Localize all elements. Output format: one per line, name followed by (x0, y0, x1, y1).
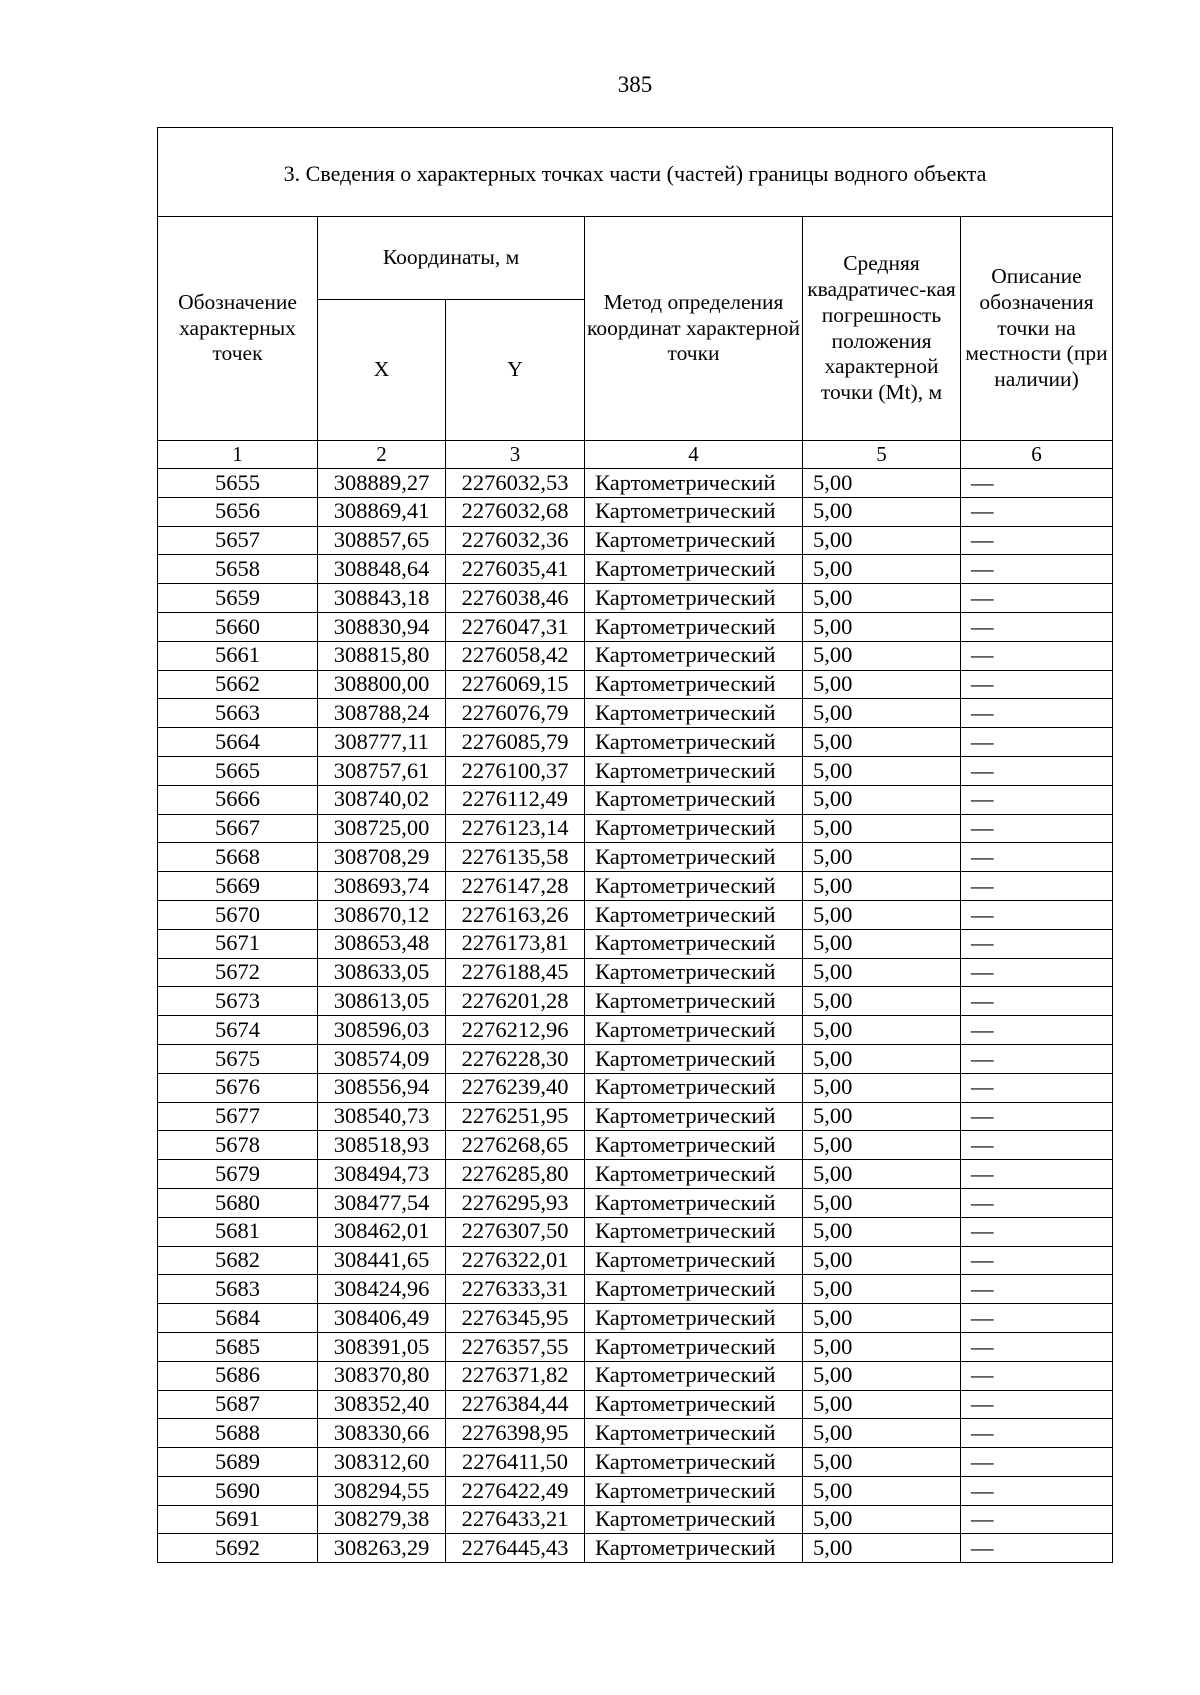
point-id-cell: 5675 (158, 1044, 318, 1073)
mean-error-cell: 5,00 (803, 987, 961, 1016)
point-id-cell: 5689 (158, 1448, 318, 1477)
description-cell: — (961, 958, 1113, 987)
y-coordinate-cell: 2276239,40 (446, 1073, 585, 1102)
method-cell: Картометрический (585, 1016, 803, 1045)
description-cell: — (961, 1448, 1113, 1477)
table-row (158, 1534, 1113, 1563)
boundary-points-table (157, 127, 1113, 1563)
point-id-cell: 5659 (158, 584, 318, 613)
x-coordinate-cell: 308596,03 (318, 1016, 446, 1045)
mean-error-cell: 5,00 (803, 1534, 961, 1563)
description-cell: — (961, 785, 1113, 814)
table-row (158, 641, 1113, 670)
x-coordinate-cell: 308370,80 (318, 1361, 446, 1390)
header-y: Y (446, 300, 585, 441)
y-coordinate-cell: 2276112,49 (446, 785, 585, 814)
method-cell: Картометрический (585, 785, 803, 814)
point-id-cell: 5685 (158, 1332, 318, 1361)
table-row (158, 814, 1113, 843)
method-cell: Картометрический (585, 843, 803, 872)
mean-error-cell: 5,00 (803, 1390, 961, 1419)
table-row (158, 699, 1113, 728)
point-id-cell: 5655 (158, 469, 318, 498)
y-coordinate-cell: 2276076,79 (446, 699, 585, 728)
y-coordinate-cell: 2276307,50 (446, 1217, 585, 1246)
table-row (158, 469, 1113, 498)
x-coordinate-cell: 308477,54 (318, 1188, 446, 1217)
y-coordinate-cell: 2276422,49 (446, 1476, 585, 1505)
method-cell: Картометрический (585, 641, 803, 670)
x-coordinate-cell: 308815,80 (318, 641, 446, 670)
mean-error-cell: 5,00 (803, 1188, 961, 1217)
x-coordinate-cell: 308788,24 (318, 699, 446, 728)
description-cell: — (961, 843, 1113, 872)
method-cell: Картометрический (585, 670, 803, 699)
mean-error-cell: 5,00 (803, 1448, 961, 1477)
table-row (158, 900, 1113, 929)
header-method: Метод определения координат характерной точки (585, 217, 803, 441)
table-row (158, 584, 1113, 613)
method-cell: Картометрический (585, 1534, 803, 1563)
method-cell: Картометрический (585, 469, 803, 498)
mean-error-cell: 5,00 (803, 555, 961, 584)
table-row (158, 555, 1113, 584)
description-cell: — (961, 987, 1113, 1016)
mean-error-cell: 5,00 (803, 1361, 961, 1390)
description-cell: — (961, 756, 1113, 785)
method-cell: Картометрический (585, 1246, 803, 1275)
table-row (158, 1102, 1113, 1131)
table-row (158, 526, 1113, 555)
x-coordinate-cell: 308725,00 (318, 814, 446, 843)
y-coordinate-cell: 2276058,42 (446, 641, 585, 670)
method-cell: Картометрический (585, 1102, 803, 1131)
table-row (158, 1188, 1113, 1217)
table-row (158, 756, 1113, 785)
description-cell: — (961, 497, 1113, 526)
point-id-cell: 5688 (158, 1419, 318, 1448)
x-coordinate-cell: 308800,00 (318, 670, 446, 699)
x-coordinate-cell: 308294,55 (318, 1476, 446, 1505)
y-coordinate-cell: 2276173,81 (446, 929, 585, 958)
description-cell: — (961, 612, 1113, 641)
description-cell: — (961, 1505, 1113, 1534)
y-coordinate-cell: 2276123,14 (446, 814, 585, 843)
description-cell: — (961, 1361, 1113, 1390)
header-coordinates: Координаты, м (318, 217, 585, 300)
x-coordinate-cell: 308540,73 (318, 1102, 446, 1131)
mean-error-cell: 5,00 (803, 785, 961, 814)
description-cell: — (961, 1016, 1113, 1045)
mean-error-cell: 5,00 (803, 843, 961, 872)
description-cell: — (961, 1476, 1113, 1505)
point-id-cell: 5676 (158, 1073, 318, 1102)
method-cell: Картометрический (585, 526, 803, 555)
description-cell: — (961, 1188, 1113, 1217)
x-coordinate-cell: 308693,74 (318, 872, 446, 901)
x-coordinate-cell: 308633,05 (318, 958, 446, 987)
point-id-cell: 5668 (158, 843, 318, 872)
point-id-cell: 5657 (158, 526, 318, 555)
method-cell: Картометрический (585, 814, 803, 843)
y-coordinate-cell: 2276035,41 (446, 555, 585, 584)
description-cell: — (961, 1073, 1113, 1102)
description-cell: — (961, 1131, 1113, 1160)
mean-error-cell: 5,00 (803, 1016, 961, 1045)
column-number-row (158, 441, 1113, 469)
mean-error-cell: 5,00 (803, 756, 961, 785)
mean-error-cell: 5,00 (803, 900, 961, 929)
x-coordinate-cell: 308653,48 (318, 929, 446, 958)
point-id-cell: 5683 (158, 1275, 318, 1304)
mean-error-cell: 5,00 (803, 641, 961, 670)
mean-error-cell: 5,00 (803, 469, 961, 498)
point-id-cell: 5671 (158, 929, 318, 958)
description-cell: — (961, 900, 1113, 929)
method-cell: Картометрический (585, 699, 803, 728)
point-id-cell: 5666 (158, 785, 318, 814)
method-cell: Картометрический (585, 1332, 803, 1361)
mean-error-cell: 5,00 (803, 612, 961, 641)
table-row (158, 1476, 1113, 1505)
point-id-cell: 5682 (158, 1246, 318, 1275)
y-coordinate-cell: 2276371,82 (446, 1361, 585, 1390)
mean-error-cell: 5,00 (803, 1505, 961, 1534)
method-cell: Картометрический (585, 1131, 803, 1160)
point-id-cell: 5662 (158, 670, 318, 699)
table-row (158, 670, 1113, 699)
table-row (158, 1016, 1113, 1045)
x-coordinate-cell: 308857,65 (318, 526, 446, 555)
mean-error-cell: 5,00 (803, 1217, 961, 1246)
column-number: 1 (158, 441, 318, 469)
method-cell: Картометрический (585, 1304, 803, 1333)
description-cell: — (961, 699, 1113, 728)
point-id-cell: 5691 (158, 1505, 318, 1534)
y-coordinate-cell: 2276032,68 (446, 497, 585, 526)
x-coordinate-cell: 308777,11 (318, 728, 446, 757)
method-cell: Картометрический (585, 1188, 803, 1217)
point-id-cell: 5678 (158, 1131, 318, 1160)
table-row (158, 987, 1113, 1016)
table-row (158, 1131, 1113, 1160)
x-coordinate-cell: 308406,49 (318, 1304, 446, 1333)
table-row (158, 1448, 1113, 1477)
method-cell: Картометрический (585, 1275, 803, 1304)
method-cell: Картометрический (585, 1505, 803, 1534)
y-coordinate-cell: 2276135,58 (446, 843, 585, 872)
table-row (158, 1073, 1113, 1102)
method-cell: Картометрический (585, 1476, 803, 1505)
method-cell: Картометрический (585, 1217, 803, 1246)
y-coordinate-cell: 2276295,93 (446, 1188, 585, 1217)
x-coordinate-cell: 308330,66 (318, 1419, 446, 1448)
point-id-cell: 5658 (158, 555, 318, 584)
point-id-cell: 5665 (158, 756, 318, 785)
description-cell: — (961, 469, 1113, 498)
point-id-cell: 5656 (158, 497, 318, 526)
table-row (158, 1275, 1113, 1304)
mean-error-cell: 5,00 (803, 497, 961, 526)
y-coordinate-cell: 2276038,46 (446, 584, 585, 613)
table-row (158, 1304, 1113, 1333)
method-cell: Картометрический (585, 497, 803, 526)
mean-error-cell: 5,00 (803, 1419, 961, 1448)
column-number: 5 (803, 441, 961, 469)
x-coordinate-cell: 308263,29 (318, 1534, 446, 1563)
y-coordinate-cell: 2276147,28 (446, 872, 585, 901)
y-coordinate-cell: 2276032,53 (446, 469, 585, 498)
x-coordinate-cell: 308848,64 (318, 555, 446, 584)
method-cell: Картометрический (585, 1361, 803, 1390)
point-id-cell: 5673 (158, 987, 318, 1016)
description-cell: — (961, 1044, 1113, 1073)
table-row (158, 497, 1113, 526)
x-coordinate-cell: 308494,73 (318, 1160, 446, 1189)
description-cell: — (961, 1217, 1113, 1246)
table-row (158, 1246, 1113, 1275)
mean-error-cell: 5,00 (803, 1131, 961, 1160)
x-coordinate-cell: 308556,94 (318, 1073, 446, 1102)
x-coordinate-cell: 308518,93 (318, 1131, 446, 1160)
point-id-cell: 5686 (158, 1361, 318, 1390)
mean-error-cell: 5,00 (803, 814, 961, 843)
column-number: 3 (446, 441, 585, 469)
point-id-cell: 5663 (158, 699, 318, 728)
method-cell: Картометрический (585, 900, 803, 929)
point-id-cell: 5681 (158, 1217, 318, 1246)
x-coordinate-cell: 308740,02 (318, 785, 446, 814)
y-coordinate-cell: 2276188,45 (446, 958, 585, 987)
boundary-points-table-frame (157, 127, 1112, 1563)
column-number: 4 (585, 441, 803, 469)
description-cell: — (961, 526, 1113, 555)
method-cell: Картометрический (585, 1044, 803, 1073)
y-coordinate-cell: 2276212,96 (446, 1016, 585, 1045)
point-id-cell: 5692 (158, 1534, 318, 1563)
y-coordinate-cell: 2276251,95 (446, 1102, 585, 1131)
mean-error-cell: 5,00 (803, 1160, 961, 1189)
y-coordinate-cell: 2276268,65 (446, 1131, 585, 1160)
table-row (158, 958, 1113, 987)
x-coordinate-cell: 308757,61 (318, 756, 446, 785)
y-coordinate-cell: 2276285,80 (446, 1160, 585, 1189)
x-coordinate-cell: 308462,01 (318, 1217, 446, 1246)
point-id-cell: 5660 (158, 612, 318, 641)
y-coordinate-cell: 2276445,43 (446, 1534, 585, 1563)
method-cell: Картометрический (585, 1390, 803, 1419)
mean-error-cell: 5,00 (803, 699, 961, 728)
method-cell: Картометрический (585, 1073, 803, 1102)
method-cell: Картометрический (585, 929, 803, 958)
y-coordinate-cell: 2276085,79 (446, 728, 585, 757)
mean-error-cell: 5,00 (803, 1073, 961, 1102)
table-row (158, 1390, 1113, 1419)
description-cell: — (961, 1246, 1113, 1275)
table-row (158, 872, 1113, 901)
point-id-cell: 5684 (158, 1304, 318, 1333)
y-coordinate-cell: 2276163,26 (446, 900, 585, 929)
x-coordinate-cell: 308670,12 (318, 900, 446, 929)
y-coordinate-cell: 2276322,01 (446, 1246, 585, 1275)
y-coordinate-cell: 2276384,44 (446, 1390, 585, 1419)
mean-error-cell: 5,00 (803, 670, 961, 699)
point-id-cell: 5680 (158, 1188, 318, 1217)
method-cell: Картометрический (585, 1448, 803, 1477)
point-id-cell: 5672 (158, 958, 318, 987)
description-cell: — (961, 584, 1113, 613)
x-coordinate-cell: 308279,38 (318, 1505, 446, 1534)
mean-error-cell: 5,00 (803, 728, 961, 757)
x-coordinate-cell: 308843,18 (318, 584, 446, 613)
description-cell: — (961, 1160, 1113, 1189)
x-coordinate-cell: 308441,65 (318, 1246, 446, 1275)
description-cell: — (961, 1102, 1113, 1131)
y-coordinate-cell: 2276032,36 (446, 526, 585, 555)
x-coordinate-cell: 308869,41 (318, 497, 446, 526)
table-title: 3. Сведения о характерных точках части (частей) границы водного объекта (158, 128, 1113, 217)
point-id-cell: 5687 (158, 1390, 318, 1419)
description-cell: — (961, 1275, 1113, 1304)
header-point-designation: Обозначение характерных точек (158, 217, 318, 441)
description-cell: — (961, 1390, 1113, 1419)
table-row (158, 1160, 1113, 1189)
y-coordinate-cell: 2276333,31 (446, 1275, 585, 1304)
description-cell: — (961, 641, 1113, 670)
method-cell: Картометрический (585, 555, 803, 584)
method-cell: Картометрический (585, 584, 803, 613)
method-cell: Картометрический (585, 612, 803, 641)
mean-error-cell: 5,00 (803, 1246, 961, 1275)
mean-error-cell: 5,00 (803, 872, 961, 901)
table-body (158, 469, 1113, 1563)
point-id-cell: 5677 (158, 1102, 318, 1131)
header-description: Описание обозначения точки на местности (при наличии) (961, 217, 1113, 441)
point-id-cell: 5661 (158, 641, 318, 670)
page-number: 385 (617, 72, 653, 97)
point-id-cell: 5674 (158, 1016, 318, 1045)
x-coordinate-cell: 308352,40 (318, 1390, 446, 1419)
description-cell: — (961, 1304, 1113, 1333)
y-coordinate-cell: 2276357,55 (446, 1332, 585, 1361)
mean-error-cell: 5,00 (803, 1476, 961, 1505)
column-number: 6 (961, 441, 1113, 469)
y-coordinate-cell: 2276433,21 (446, 1505, 585, 1534)
y-coordinate-cell: 2276228,30 (446, 1044, 585, 1073)
table-row (158, 612, 1113, 641)
column-number: 2 (318, 441, 446, 469)
table-row (158, 1361, 1113, 1390)
description-cell: — (961, 1534, 1113, 1563)
point-id-cell: 5667 (158, 814, 318, 843)
table-row (158, 1505, 1113, 1534)
y-coordinate-cell: 2276069,15 (446, 670, 585, 699)
description-cell: — (961, 728, 1113, 757)
table-row (158, 1044, 1113, 1073)
description-cell: — (961, 1419, 1113, 1448)
mean-error-cell: 5,00 (803, 526, 961, 555)
x-coordinate-cell: 308312,60 (318, 1448, 446, 1477)
description-cell: — (961, 555, 1113, 584)
y-coordinate-cell: 2276398,95 (446, 1419, 585, 1448)
point-id-cell: 5679 (158, 1160, 318, 1189)
method-cell: Картометрический (585, 958, 803, 987)
mean-error-cell: 5,00 (803, 1332, 961, 1361)
description-cell: — (961, 670, 1113, 699)
table-row (158, 929, 1113, 958)
method-cell: Картометрический (585, 872, 803, 901)
x-coordinate-cell: 308574,09 (318, 1044, 446, 1073)
mean-error-cell: 5,00 (803, 1275, 961, 1304)
table-row (158, 1419, 1113, 1448)
x-coordinate-cell: 308830,94 (318, 612, 446, 641)
x-coordinate-cell: 308613,05 (318, 987, 446, 1016)
point-id-cell: 5669 (158, 872, 318, 901)
table-row (158, 1332, 1113, 1361)
point-id-cell: 5670 (158, 900, 318, 929)
method-cell: Картометрический (585, 728, 803, 757)
mean-error-cell: 5,00 (803, 1044, 961, 1073)
point-id-cell: 5664 (158, 728, 318, 757)
mean-error-cell: 5,00 (803, 929, 961, 958)
mean-error-cell: 5,00 (803, 584, 961, 613)
description-cell: — (961, 814, 1113, 843)
y-coordinate-cell: 2276047,31 (446, 612, 585, 641)
mean-error-cell: 5,00 (803, 958, 961, 987)
method-cell: Картометрический (585, 1419, 803, 1448)
description-cell: — (961, 1332, 1113, 1361)
mean-error-cell: 5,00 (803, 1304, 961, 1333)
y-coordinate-cell: 2276100,37 (446, 756, 585, 785)
point-id-cell: 5690 (158, 1476, 318, 1505)
method-cell: Картометрический (585, 1160, 803, 1189)
y-coordinate-cell: 2276411,50 (446, 1448, 585, 1477)
mean-error-cell: 5,00 (803, 1102, 961, 1131)
x-coordinate-cell: 308391,05 (318, 1332, 446, 1361)
table-row (158, 843, 1113, 872)
table-row (158, 1217, 1113, 1246)
x-coordinate-cell: 308708,29 (318, 843, 446, 872)
method-cell: Картометрический (585, 756, 803, 785)
header-x: X (318, 300, 446, 441)
y-coordinate-cell: 2276201,28 (446, 987, 585, 1016)
description-cell: — (961, 929, 1113, 958)
x-coordinate-cell: 308424,96 (318, 1275, 446, 1304)
x-coordinate-cell: 308889,27 (318, 469, 446, 498)
header-mean-error: Средняя квадратичес-кая погрешность положения характерной точки (Mt), м (803, 217, 961, 441)
y-coordinate-cell: 2276345,95 (446, 1304, 585, 1333)
table-row (158, 785, 1113, 814)
method-cell: Картометрический (585, 987, 803, 1016)
table-row (158, 728, 1113, 757)
description-cell: — (961, 872, 1113, 901)
